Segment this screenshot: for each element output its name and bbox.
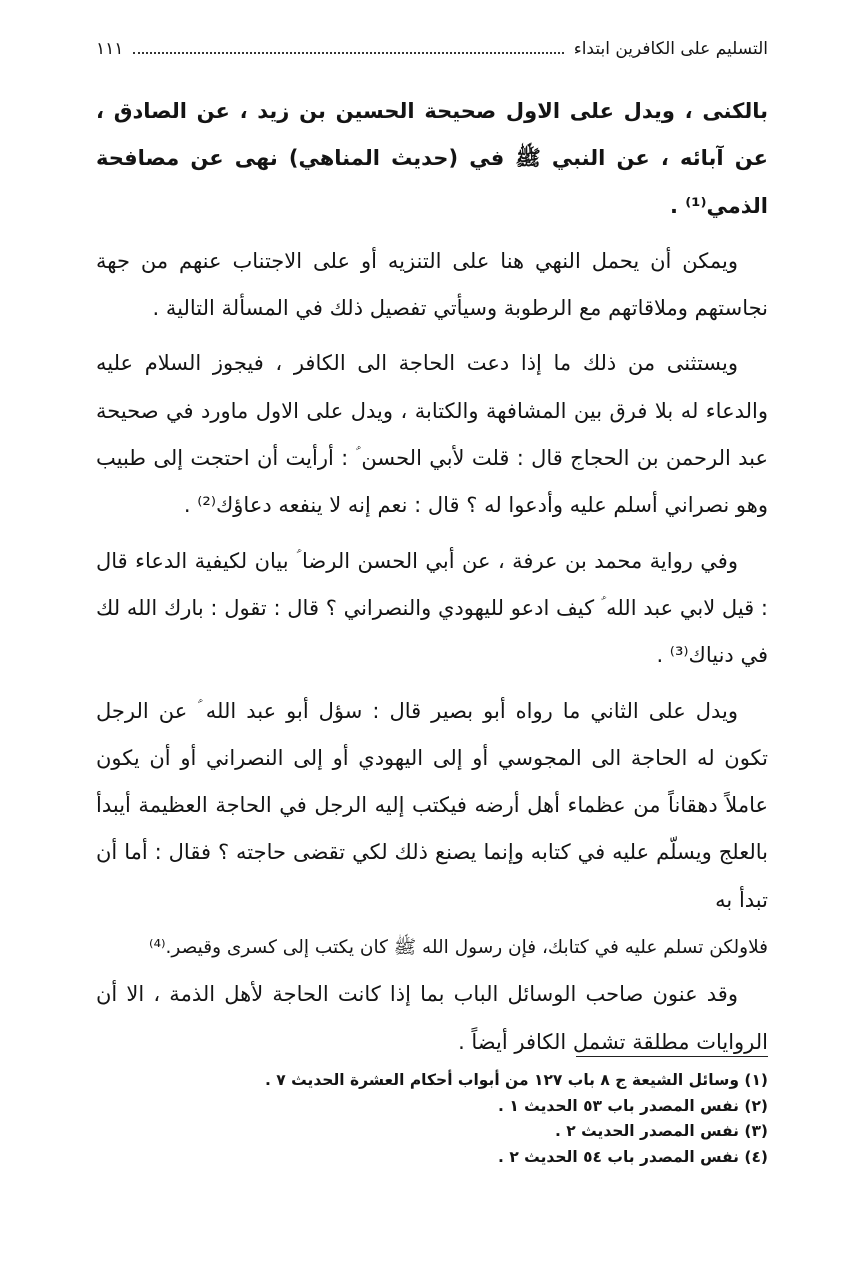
paragraph: وفي رواية محمد بن عرفة ، عن أبي الحسن الرضا ؑ بيان لكيفية الدعاء قال : قيل لابي عبد الله ؑ كيف ادعو لليهودي والنصراني ؟ قال : تقول : بارك الله لك في دنياك⁽³⁾ . [96, 548, 768, 668]
paragraph: ويمكن أن يحمل النهي هنا على التنزيه أو على الاجتناب عنهم من جهة نجاستهم وملاقاتهم مع الرطوبة وسيأتي تفصيل ذلك في المسألة التالية . [96, 248, 768, 321]
running-title: التسليم على الكافرين ابتداء [573, 39, 768, 59]
paragraph: وقد عنون صاحب الوسائل الباب بما إذا كانت الحاجة لأهل الذمة ، الا أن الروايات مطلقة تشمل الكافر أيضاً . [96, 982, 768, 1054]
footnote: (٢) نفس المصدر باب ٥٣ الحديث ١ . [498, 1096, 768, 1115]
footnote-separator [576, 1056, 768, 1057]
paragraph: ويدل على الثاني ما رواه أبو بصير قال : سؤل أبو عبد الله ؑ عن الرجل تكون له الحاجة الى المجوسي أو إلى اليهودي أو إلى النصراني أو أن يكون عاملاً دهقاناً من عظماء أهل أرضه فيكتب إليه الرجل في الحاجة العظيمة أيبدأ بالعلج ويسلّم عليه في كتابه وإنما يصنع ذلك لكي تقضى حاجته ؟ فقال : أما أن تبدأ به [96, 698, 768, 912]
paragraph: ويستثنى من ذلك ما إذا دعت الحاجة الى الكافر ، فيجوز السلام عليه والدعاء له بلا فرق بين المشافهة والكتابة ، ويدل على الاول ماورد في صحيحة عبد الرحمن بن الحجاج قال : قلت لأبي الحسن ؑ : أرأيت أن احتجت إلى طبيب وهو نصراني أسلم عليه وأدعوا له ؟ قال : نعم إنه لا ينفعه دعاؤك⁽²⁾ . [96, 351, 768, 518]
footnote: (٣) نفس المصدر الحديث ٢ . [554, 1122, 768, 1140]
paragraph: بالكنى ، ويدل على الاول صحيحة الحسين بن زيد ، عن الصادق ، عن آبائه ، عن النبي ﷺ في (حديث المناهي) نهى عن مصافحة الذمي⁽¹⁾ . [96, 99, 768, 218]
paragraph: فلاولكن تسلم عليه في كتابك، فإن رسول الله ﷺ كان يكتب إلى كسرى وقيصر.⁽⁴⁾ [149, 937, 768, 959]
running-header [96, 32, 768, 66]
footnote: (٤) نفس المصدر باب ٥٤ الحديث ٢ . [498, 1147, 768, 1166]
page-number: ١١١ [96, 39, 124, 59]
main-text [96, 88, 768, 1066]
dotted-leader [133, 52, 563, 54]
footnote: (١) وسائل الشيعة ج ٨ باب ١٢٧ من أبواب أحكام العشرة الحديث ٧ . [264, 1071, 768, 1089]
footnotes [96, 1068, 768, 1170]
